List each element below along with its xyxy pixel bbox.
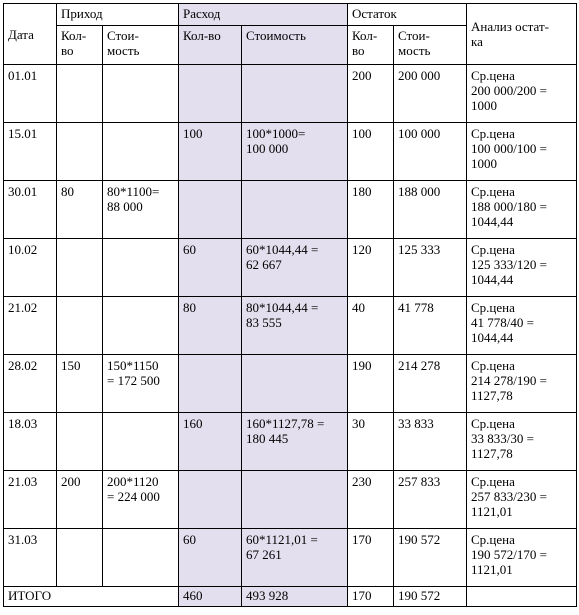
cell-in-cost	[103, 413, 179, 471]
cell-bal-qty: 170	[348, 529, 394, 587]
table-body	[4, 65, 577, 607]
cell-analysis: Ср.цена 190 572/170 = 1121,01	[467, 529, 577, 587]
cell-in-qty: 200	[57, 471, 103, 529]
cell-bal-qty: 190	[348, 355, 394, 413]
total-analysis	[467, 587, 577, 607]
table-row	[4, 123, 577, 181]
cell-out-cost: 60*1044,44 = 62 667	[242, 239, 348, 297]
header-balance-qty: Кол- во	[348, 26, 394, 65]
cell-out-qty: 80	[179, 297, 242, 355]
cell-bal-cost: 33 833	[394, 413, 467, 471]
cell-out-qty: 160	[179, 413, 242, 471]
cell-analysis: Ср.цена 214 278/190 = 1127,78	[467, 355, 577, 413]
table-row	[4, 355, 577, 413]
total-row	[4, 587, 577, 607]
table-row	[4, 471, 577, 529]
cell-in-qty	[57, 529, 103, 587]
cell-out-qty	[179, 181, 242, 239]
table-row	[4, 65, 577, 123]
cell-in-qty	[57, 123, 103, 181]
cell-out-qty: 60	[179, 529, 242, 587]
cell-in-cost: 150*1150 = 172 500	[103, 355, 179, 413]
cell-out-qty	[179, 471, 242, 529]
cell-bal-qty: 40	[348, 297, 394, 355]
total-out-cost: 493 928	[242, 587, 348, 607]
cell-bal-cost: 190 572	[394, 529, 467, 587]
cell-out-qty: 60	[179, 239, 242, 297]
cell-out-cost	[242, 181, 348, 239]
cell-analysis: Ср.цена 257 833/230 = 1121,01	[467, 471, 577, 529]
header-date: Дата	[4, 4, 57, 65]
cell-bal-qty: 100	[348, 123, 394, 181]
cell-date: 21.02	[4, 297, 57, 355]
header-expense: Расход	[179, 4, 348, 26]
total-bal-qty: 170	[348, 587, 394, 607]
cell-in-cost	[103, 529, 179, 587]
cell-bal-qty: 180	[348, 181, 394, 239]
header-income-qty: Кол- во	[57, 26, 103, 65]
table-row	[4, 297, 577, 355]
cell-bal-cost: 41 778	[394, 297, 467, 355]
table-row	[4, 529, 577, 587]
cell-bal-cost: 100 000	[394, 123, 467, 181]
cell-analysis: Ср.цена 41 778/40 = 1044,44	[467, 297, 577, 355]
cell-in-cost	[103, 123, 179, 181]
table-row	[4, 181, 577, 239]
cell-date: 28.02	[4, 355, 57, 413]
cell-in-qty	[57, 239, 103, 297]
cell-out-cost	[242, 65, 348, 123]
header-balance-cost: Стои- мость	[394, 26, 467, 65]
header-balance: Остаток	[348, 4, 467, 26]
total-bal-cost: 190 572	[394, 587, 467, 607]
cell-analysis: Ср.цена 200 000/200 = 1000	[467, 65, 577, 123]
header-analysis: Анализ остат- ка	[467, 4, 577, 65]
header-income-cost: Стои- мость	[103, 26, 179, 65]
cell-out-cost	[242, 355, 348, 413]
table-row	[4, 413, 577, 471]
table-row	[4, 239, 577, 297]
cell-bal-cost: 125 333	[394, 239, 467, 297]
cell-out-cost: 100*1000= 100 000	[242, 123, 348, 181]
cell-bal-cost: 214 278	[394, 355, 467, 413]
cell-out-qty	[179, 355, 242, 413]
cell-in-cost	[103, 239, 179, 297]
cell-bal-qty: 230	[348, 471, 394, 529]
cell-in-cost: 80*1100= 88 000	[103, 181, 179, 239]
cell-in-qty	[57, 65, 103, 123]
cell-date: 01.01	[4, 65, 57, 123]
cell-out-qty: 100	[179, 123, 242, 181]
cell-analysis: Ср.цена 100 000/100 = 1000	[467, 123, 577, 181]
total-out-qty: 460	[179, 587, 242, 607]
cell-out-cost	[242, 471, 348, 529]
cell-out-cost: 80*1044,44 = 83 555	[242, 297, 348, 355]
cell-analysis: Ср.цена 188 000/180 = 1044,44	[467, 181, 577, 239]
cell-in-qty	[57, 413, 103, 471]
cell-date: 31.03	[4, 529, 57, 587]
header-expense-cost: Стоимость	[242, 26, 348, 65]
cell-bal-cost: 200 000	[394, 65, 467, 123]
cell-analysis: Ср.цена 125 333/120 = 1044,44	[467, 239, 577, 297]
cell-date: 21.03	[4, 471, 57, 529]
cell-in-cost: 200*1120 = 224 000	[103, 471, 179, 529]
cell-bal-cost: 188 000	[394, 181, 467, 239]
inventory-table	[3, 3, 577, 607]
header-expense-qty: Кол-во	[179, 26, 242, 65]
cell-date: 10.02	[4, 239, 57, 297]
cell-in-qty: 150	[57, 355, 103, 413]
cell-bal-qty: 120	[348, 239, 394, 297]
cell-in-cost	[103, 297, 179, 355]
cell-out-cost: 60*1121,01 = 67 261	[242, 529, 348, 587]
header-income: Приход	[57, 4, 179, 26]
cell-in-qty: 80	[57, 181, 103, 239]
cell-bal-cost: 257 833	[394, 471, 467, 529]
cell-out-qty	[179, 65, 242, 123]
cell-in-cost	[103, 65, 179, 123]
cell-date: 30.01	[4, 181, 57, 239]
cell-analysis: Ср.цена 33 833/30 = 1127,78	[467, 413, 577, 471]
total-label: ИТОГО	[4, 587, 179, 607]
cell-date: 18.03	[4, 413, 57, 471]
cell-date: 15.01	[4, 123, 57, 181]
cell-in-qty	[57, 297, 103, 355]
cell-out-cost: 160*1127,78 = 180 445	[242, 413, 348, 471]
cell-bal-qty: 200	[348, 65, 394, 123]
cell-bal-qty: 30	[348, 413, 394, 471]
